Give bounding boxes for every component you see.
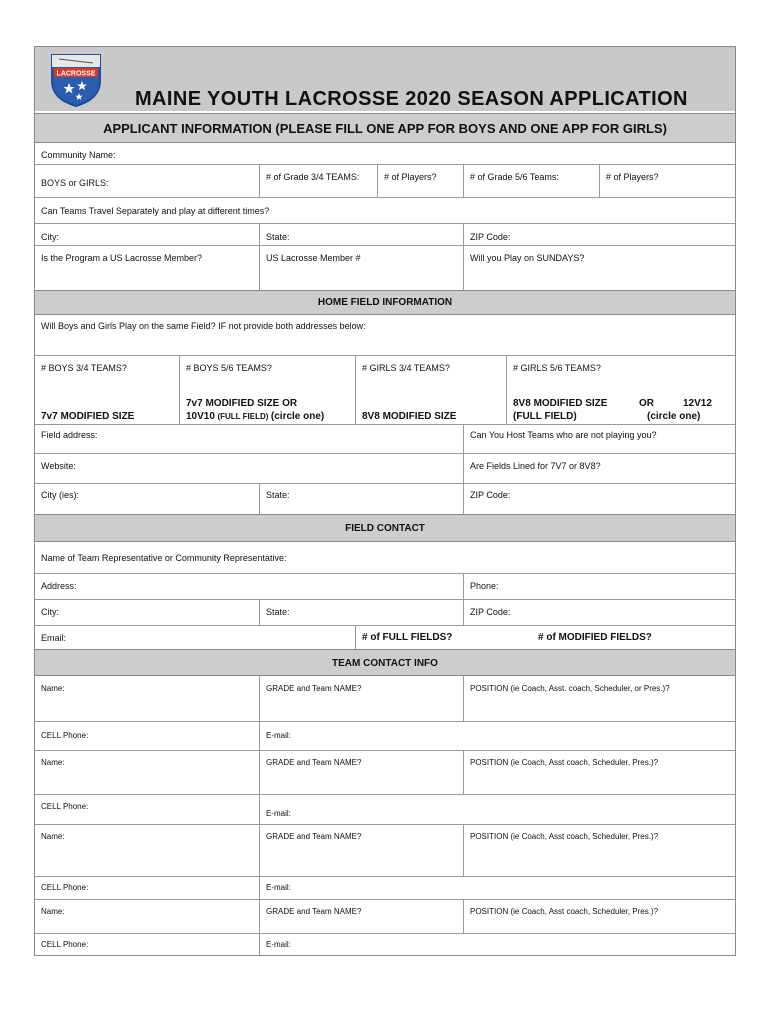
representative-name-field[interactable]: Name of Team Representative or Community Representative: bbox=[41, 553, 287, 563]
team-contact-3-grade[interactable]: GRADE and Team NAME? bbox=[266, 832, 362, 841]
fields-lined-question[interactable]: Are Fields Lined for 7V7 or 8V8? bbox=[470, 461, 601, 471]
lacrosse-logo bbox=[49, 51, 103, 107]
home-field-section-title: HOME FIELD INFORMATION bbox=[317, 297, 453, 308]
team-contact-1-cell[interactable]: CELL Phone: bbox=[41, 731, 89, 740]
team-contact-1-email[interactable]: E-mail: bbox=[266, 731, 291, 740]
team-contact-section-title: TEAM CONTACT INFO bbox=[332, 658, 438, 669]
girls56-circle-one: (circle one) bbox=[647, 411, 701, 422]
team-contact-section-header bbox=[35, 649, 735, 676]
contact-phone-field[interactable]: Phone: bbox=[470, 581, 499, 591]
us-lacrosse-member-question[interactable]: Is the Program a US Lacrosse Member? bbox=[41, 253, 203, 263]
team-contact-1-position[interactable]: POSITION (ie Coach, Asst. coach, Scheduler, or Pres.)? bbox=[470, 684, 670, 693]
players-b-field[interactable]: # of Players? bbox=[606, 172, 659, 182]
team-contact-4-name[interactable]: Name: bbox=[41, 907, 65, 916]
team-contact-2-grade[interactable]: GRADE and Team NAME? bbox=[266, 758, 362, 767]
grade34-teams-field[interactable]: # of Grade 3/4 TEAMS: bbox=[266, 172, 360, 182]
girls56-size-option-b[interactable]: 12V12 bbox=[683, 398, 712, 409]
logo-text: LACROSSE bbox=[56, 70, 96, 78]
applicant-section-header bbox=[35, 113, 735, 143]
players-a-field[interactable]: # of Players? bbox=[384, 172, 437, 182]
application-form bbox=[34, 46, 736, 956]
team-contact-3-position[interactable]: POSITION (ie Coach, Asst coach, Scheduler, Pres.)? bbox=[470, 832, 659, 841]
full-fields-count-field[interactable]: # of FULL FIELDS? bbox=[362, 632, 453, 643]
team-contact-1-grade[interactable]: GRADE and Team NAME? bbox=[266, 684, 362, 693]
us-lacrosse-number-field[interactable]: US Lacrosse Member # bbox=[266, 253, 361, 263]
team-contact-4-email[interactable]: E-mail: bbox=[266, 940, 291, 949]
state-field[interactable]: State: bbox=[266, 232, 290, 242]
team-contact-3-name[interactable]: Name: bbox=[41, 832, 65, 841]
girls56-size-or: OR bbox=[639, 398, 654, 409]
team-contact-2-email[interactable]: E-mail: bbox=[266, 809, 291, 818]
travel-question-field[interactable]: Can Teams Travel Separately and play at different times? bbox=[41, 206, 270, 216]
field-contact-section-title: FIELD CONTACT bbox=[345, 523, 425, 534]
field-address-field[interactable]: Field address: bbox=[41, 430, 98, 440]
home-state-field[interactable]: State: bbox=[266, 490, 290, 500]
home-field-section-header bbox=[35, 290, 735, 315]
city-field[interactable]: City: bbox=[41, 232, 59, 242]
team-contact-4-cell[interactable]: CELL Phone: bbox=[41, 940, 89, 949]
contact-zip-field[interactable]: ZIP Code: bbox=[470, 607, 511, 617]
girls56-size-option-a[interactable]: 8V8 MODIFIED SIZE bbox=[513, 398, 608, 409]
boys56-teams-field[interactable]: # BOYS 5/6 TEAMS? bbox=[186, 363, 272, 373]
girls56-teams-field[interactable]: # GIRLS 5/6 TEAMS? bbox=[513, 363, 601, 373]
website-field[interactable]: Website: bbox=[41, 461, 76, 471]
field-contact-section-header bbox=[35, 514, 735, 542]
form-header bbox=[35, 47, 735, 111]
team-contact-2-position[interactable]: POSITION (ie Coach, Asst coach, Scheduler, Pres.)? bbox=[470, 758, 659, 767]
page-title: MAINE YOUTH LACROSSE 2020 SEASON APPLICATION bbox=[135, 88, 688, 110]
cities-field[interactable]: City (ies): bbox=[41, 490, 79, 500]
contact-address-field[interactable]: Address: bbox=[41, 581, 77, 591]
contact-state-field[interactable]: State: bbox=[266, 607, 290, 617]
team-contact-2-cell[interactable]: CELL Phone: bbox=[41, 802, 89, 811]
zip-field[interactable]: ZIP Code: bbox=[470, 232, 511, 242]
boys56-size-option-line1[interactable]: 7v7 MODIFIED SIZE OR bbox=[186, 398, 298, 409]
team-contact-2-name[interactable]: Name: bbox=[41, 758, 65, 767]
modified-fields-count-field[interactable]: # of MODIFIED FIELDS? bbox=[538, 632, 652, 643]
contact-city-field[interactable]: City: bbox=[41, 607, 59, 617]
girls56-full-field: (FULL FIELD) bbox=[513, 411, 577, 422]
boys34-size-option[interactable]: 7v7 MODIFIED SIZE bbox=[41, 411, 135, 422]
team-contact-4-grade[interactable]: GRADE and Team NAME? bbox=[266, 907, 362, 916]
grade56-teams-field[interactable]: # of Grade 5/6 Teams: bbox=[470, 172, 559, 182]
boys56-size-option-line2[interactable]: 10V10 (FULL FIELD) (circle one) bbox=[186, 411, 325, 422]
boys34-teams-field[interactable]: # BOYS 3/4 TEAMS? bbox=[41, 363, 127, 373]
boys-or-girls-field[interactable]: BOYS or GIRLS: bbox=[41, 178, 109, 188]
community-name-field[interactable]: Community Name: bbox=[41, 150, 116, 160]
home-zip-field[interactable]: ZIP Code: bbox=[470, 490, 511, 500]
sundays-question[interactable]: Will you Play on SUNDAYS? bbox=[470, 253, 585, 263]
contact-email-field[interactable]: Email: bbox=[41, 633, 67, 643]
team-contact-4-position[interactable]: POSITION (ie Coach, Asst coach, Scheduler, Pres.)? bbox=[470, 907, 659, 916]
team-contact-1-name[interactable]: Name: bbox=[41, 684, 65, 693]
host-teams-question[interactable]: Can You Host Teams who are not playing you? bbox=[470, 430, 657, 440]
applicant-section-title: APPLICANT INFORMATION (PLEASE FILL ONE APP FOR BOYS AND ONE APP FOR GIRLS) bbox=[103, 121, 667, 136]
team-contact-3-cell[interactable]: CELL Phone: bbox=[41, 883, 89, 892]
same-field-question[interactable]: Will Boys and Girls Play on the same Field? IF not provide both addresses below: bbox=[41, 321, 366, 331]
girls34-size-option[interactable]: 8V8 MODIFIED SIZE bbox=[362, 411, 457, 422]
girls34-teams-field[interactable]: # GIRLS 3/4 TEAMS? bbox=[362, 363, 450, 373]
team-contact-3-email[interactable]: E-mail: bbox=[266, 883, 291, 892]
